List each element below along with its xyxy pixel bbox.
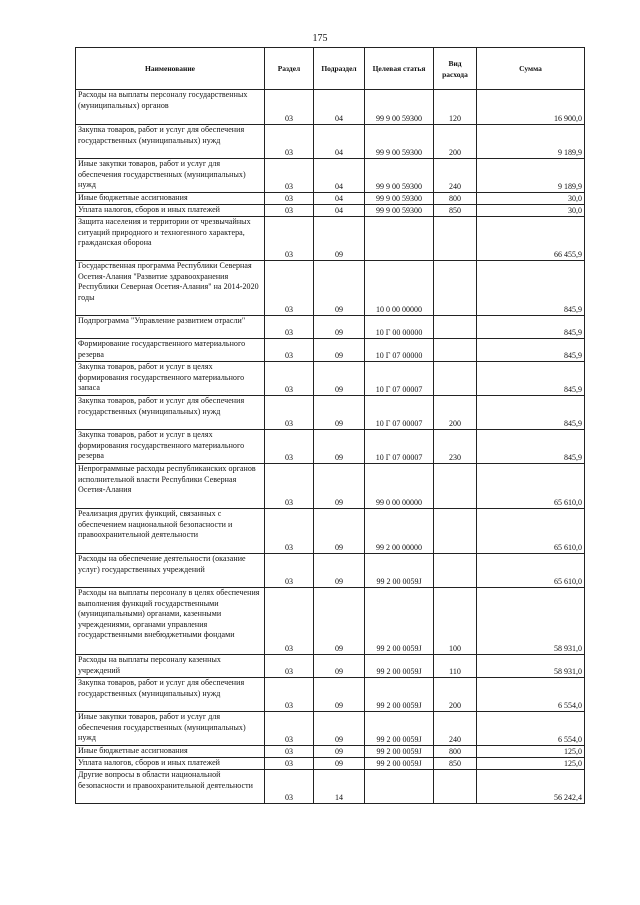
table-row xyxy=(76,261,585,316)
cell-sum: 125,0 xyxy=(477,758,585,770)
table-row xyxy=(76,655,585,678)
row-name-text: Подпрограмма "Управление развитием отрасли" xyxy=(78,316,246,325)
cell-podrazdel: 09 xyxy=(314,261,365,316)
cell-razdel: 03 xyxy=(265,125,314,159)
cell-name xyxy=(76,655,265,678)
table-row xyxy=(76,316,585,339)
cell-razdel: 03 xyxy=(265,678,314,712)
cell-name xyxy=(76,746,265,758)
cell-target: 10 Г 07 00007 xyxy=(365,396,434,430)
table-row xyxy=(76,509,585,554)
cell-vid xyxy=(434,770,477,804)
cell-sum: 66 455,9 xyxy=(477,217,585,261)
cell-podrazdel: 09 xyxy=(314,362,365,396)
cell-razdel: 03 xyxy=(265,464,314,509)
cell-target: 10 Г 07 00000 xyxy=(365,339,434,362)
row-name-text: Формирование государственного материального резерва xyxy=(78,339,246,359)
table-row xyxy=(76,746,585,758)
cell-name xyxy=(76,159,265,193)
cell-vid xyxy=(434,464,477,509)
cell-sum: 56 242,4 xyxy=(477,770,585,804)
cell-vid: 100 xyxy=(434,588,477,655)
row-name-text: Расходы на выплаты персоналу государственных (муниципальных) органов xyxy=(78,90,248,110)
table-row xyxy=(76,758,585,770)
cell-razdel: 03 xyxy=(265,261,314,316)
cell-podrazdel: 09 xyxy=(314,396,365,430)
cell-podrazdel: 09 xyxy=(314,430,365,464)
cell-name xyxy=(76,205,265,217)
cell-sum: 6 554,0 xyxy=(477,712,585,746)
cell-name xyxy=(76,217,265,261)
cell-sum: 16 900,0 xyxy=(477,90,585,125)
cell-vid: 110 xyxy=(434,655,477,678)
cell-razdel: 03 xyxy=(265,90,314,125)
cell-name xyxy=(76,588,265,655)
table-row xyxy=(76,217,585,261)
cell-razdel: 03 xyxy=(265,655,314,678)
table-row xyxy=(76,712,585,746)
cell-target: 99 2 00 0059Ј xyxy=(365,588,434,655)
row-name-text: Закупка товаров, работ и услуг для обеспечения государственных (муниципальных) нужд xyxy=(78,125,245,145)
cell-sum: 58 931,0 xyxy=(477,588,585,655)
cell-podrazdel: 04 xyxy=(314,205,365,217)
cell-sum: 845,9 xyxy=(477,261,585,316)
cell-podrazdel: 14 xyxy=(314,770,365,804)
table-row xyxy=(76,430,585,464)
cell-target: 10 0 00 00000 xyxy=(365,261,434,316)
table-row xyxy=(76,90,585,125)
cell-target: 99 2 00 0059Ј xyxy=(365,746,434,758)
cell-target xyxy=(365,770,434,804)
row-name-text: Расходы на выплаты персоналу казенных учреждений xyxy=(78,655,221,675)
table-row xyxy=(76,396,585,430)
cell-vid xyxy=(434,509,477,554)
cell-vid xyxy=(434,261,477,316)
cell-razdel: 03 xyxy=(265,159,314,193)
cell-vid: 850 xyxy=(434,205,477,217)
cell-podrazdel: 09 xyxy=(314,217,365,261)
cell-podrazdel: 09 xyxy=(314,655,365,678)
cell-vid xyxy=(434,362,477,396)
cell-podrazdel: 04 xyxy=(314,193,365,205)
page-number: 175 xyxy=(312,33,328,44)
cell-name xyxy=(76,770,265,804)
cell-razdel: 03 xyxy=(265,588,314,655)
row-name-text: Закупка товаров, работ и услуг для обеспечения государственных (муниципальных) нужд xyxy=(78,678,245,698)
cell-podrazdel: 09 xyxy=(314,712,365,746)
row-name-text: Другие вопросы в области национальной безопасности и правоохранительной деятельности xyxy=(78,770,254,790)
row-name-text: Иные закупки товаров, работ и услуг для обеспечения государственных (муниципальных) нужд xyxy=(78,159,246,189)
cell-sum: 6 554,0 xyxy=(477,678,585,712)
table-row xyxy=(76,205,585,217)
header-vid: Вид расхода xyxy=(434,48,477,90)
cell-podrazdel: 09 xyxy=(314,758,365,770)
cell-name xyxy=(76,396,265,430)
table-row xyxy=(76,678,585,712)
cell-name xyxy=(76,758,265,770)
table-row xyxy=(76,464,585,509)
row-name-text: Закупка товаров, работ и услуг для обеспечения государственных (муниципальных) нужд xyxy=(78,396,245,416)
cell-vid: 240 xyxy=(434,159,477,193)
cell-sum: 845,9 xyxy=(477,396,585,430)
table-body xyxy=(76,90,585,804)
cell-sum: 30,0 xyxy=(477,193,585,205)
cell-target: 99 0 00 00000 xyxy=(365,464,434,509)
cell-sum: 65 610,0 xyxy=(477,509,585,554)
cell-name xyxy=(76,678,265,712)
cell-vid xyxy=(434,554,477,588)
cell-target: 10 Г 00 00000 xyxy=(365,316,434,339)
cell-razdel: 03 xyxy=(265,509,314,554)
cell-vid: 120 xyxy=(434,90,477,125)
header-razdel: Раздел xyxy=(265,48,314,90)
cell-name xyxy=(76,362,265,396)
cell-sum: 65 610,0 xyxy=(477,464,585,509)
cell-podrazdel: 04 xyxy=(314,90,365,125)
cell-podrazdel: 09 xyxy=(314,464,365,509)
cell-sum: 845,9 xyxy=(477,430,585,464)
cell-target: 99 2 00 0059Ј xyxy=(365,655,434,678)
cell-target: 99 2 00 0059Ј xyxy=(365,678,434,712)
cell-vid: 200 xyxy=(434,396,477,430)
cell-name xyxy=(76,509,265,554)
cell-name xyxy=(76,339,265,362)
cell-vid xyxy=(434,217,477,261)
cell-target: 10 Г 07 00007 xyxy=(365,362,434,396)
cell-podrazdel: 04 xyxy=(314,125,365,159)
cell-vid: 200 xyxy=(434,678,477,712)
header-sum: Сумма xyxy=(477,48,585,90)
cell-podrazdel: 04 xyxy=(314,159,365,193)
cell-sum: 845,9 xyxy=(477,316,585,339)
row-name-text: Расходы на обеспечение деятельности (оказание услуг) государственных учреждений xyxy=(78,554,246,574)
cell-sum: 9 189,9 xyxy=(477,159,585,193)
cell-razdel: 03 xyxy=(265,217,314,261)
cell-target: 99 2 00 0059Ј xyxy=(365,758,434,770)
cell-target: 99 2 00 0059Ј xyxy=(365,554,434,588)
table-row xyxy=(76,770,585,804)
row-name-text: Реализация других функций, связанных с обеспечением национальной безопасности и правоохранительной деятельности xyxy=(78,509,233,539)
cell-name xyxy=(76,464,265,509)
cell-sum: 30,0 xyxy=(477,205,585,217)
row-name-text: Расходы на выплаты персоналу в целях обеспечения выполнения функций государственными (муниципальными) органами, казенными учреждениями, органами управления государственными внебюджетными фондами xyxy=(78,588,260,639)
cell-razdel: 03 xyxy=(265,205,314,217)
cell-podrazdel: 09 xyxy=(314,746,365,758)
row-name-text: Уплата налогов, сборов и иных платежей xyxy=(78,758,221,767)
cell-name xyxy=(76,554,265,588)
cell-podrazdel: 09 xyxy=(314,554,365,588)
header-target: Целевая статья xyxy=(365,48,434,90)
cell-sum: 845,9 xyxy=(477,339,585,362)
row-name-text: Закупка товаров, работ и услуг в целях формирования государственного материального запаса xyxy=(78,362,245,392)
cell-podrazdel: 09 xyxy=(314,339,365,362)
cell-razdel: 03 xyxy=(265,362,314,396)
cell-vid: 200 xyxy=(434,125,477,159)
cell-sum: 65 610,0 xyxy=(477,554,585,588)
cell-name xyxy=(76,316,265,339)
cell-podrazdel: 09 xyxy=(314,678,365,712)
cell-vid: 800 xyxy=(434,193,477,205)
table-row xyxy=(76,159,585,193)
cell-name xyxy=(76,193,265,205)
cell-vid: 800 xyxy=(434,746,477,758)
row-name-text: Иные бюджетные ассигнования xyxy=(78,193,188,202)
cell-razdel: 03 xyxy=(265,193,314,205)
cell-razdel: 03 xyxy=(265,758,314,770)
cell-vid xyxy=(434,339,477,362)
row-name-text: Защита населения и территории от чрезвычайных ситуаций природного и техногенного характера, гражданская оборона xyxy=(78,217,251,247)
cell-target: 99 2 00 0059Ј xyxy=(365,712,434,746)
row-name-text: Государственная программа Республики Северная Осетия-Алания "Развитие здравоохранения Республики Северная Осетия-Алания" на 2014-2020 годы xyxy=(78,261,259,302)
cell-razdel: 03 xyxy=(265,339,314,362)
budget-table xyxy=(75,47,585,804)
cell-vid: 230 xyxy=(434,430,477,464)
cell-name xyxy=(76,90,265,125)
row-name-text: Закупка товаров, работ и услуг в целях формирования государственного материального резерва xyxy=(78,430,245,460)
cell-razdel: 03 xyxy=(265,770,314,804)
cell-razdel: 03 xyxy=(265,746,314,758)
cell-name xyxy=(76,430,265,464)
cell-podrazdel: 09 xyxy=(314,509,365,554)
cell-target: 99 9 00 59300 xyxy=(365,193,434,205)
cell-razdel: 03 xyxy=(265,396,314,430)
cell-target xyxy=(365,217,434,261)
cell-podrazdel: 09 xyxy=(314,316,365,339)
cell-razdel: 03 xyxy=(265,712,314,746)
table-row xyxy=(76,362,585,396)
table-row xyxy=(76,339,585,362)
cell-sum: 58 931,0 xyxy=(477,655,585,678)
cell-sum: 845,9 xyxy=(477,362,585,396)
row-name-text: Иные закупки товаров, работ и услуг для обеспечения государственных (муниципальных) нужд xyxy=(78,712,246,742)
cell-name xyxy=(76,261,265,316)
cell-vid: 850 xyxy=(434,758,477,770)
cell-target: 99 9 00 59300 xyxy=(365,159,434,193)
cell-name xyxy=(76,712,265,746)
cell-sum: 125,0 xyxy=(477,746,585,758)
cell-vid xyxy=(434,316,477,339)
cell-razdel: 03 xyxy=(265,554,314,588)
cell-razdel: 03 xyxy=(265,316,314,339)
header-name: Наименование xyxy=(76,48,265,90)
row-name-text: Непрограммные расходы республиканских органов исполнительной власти Республики Северная Осетия-Алания xyxy=(78,464,256,494)
table-row xyxy=(76,193,585,205)
cell-target: 99 9 00 59300 xyxy=(365,125,434,159)
cell-name xyxy=(76,125,265,159)
table-row xyxy=(76,554,585,588)
header-podrazdel: Подраздел xyxy=(314,48,365,90)
cell-target: 99 2 00 00000 xyxy=(365,509,434,554)
cell-target: 10 Г 07 00007 xyxy=(365,430,434,464)
table-header-row xyxy=(76,48,585,90)
cell-sum: 9 189,9 xyxy=(477,125,585,159)
cell-target: 99 9 00 59300 xyxy=(365,90,434,125)
cell-target: 99 9 00 59300 xyxy=(365,205,434,217)
cell-razdel: 03 xyxy=(265,430,314,464)
table-row xyxy=(76,125,585,159)
row-name-text: Иные бюджетные ассигнования xyxy=(78,746,188,755)
cell-vid: 240 xyxy=(434,712,477,746)
table-row xyxy=(76,588,585,655)
row-name-text: Уплата налогов, сборов и иных платежей xyxy=(78,205,221,214)
cell-podrazdel: 09 xyxy=(314,588,365,655)
